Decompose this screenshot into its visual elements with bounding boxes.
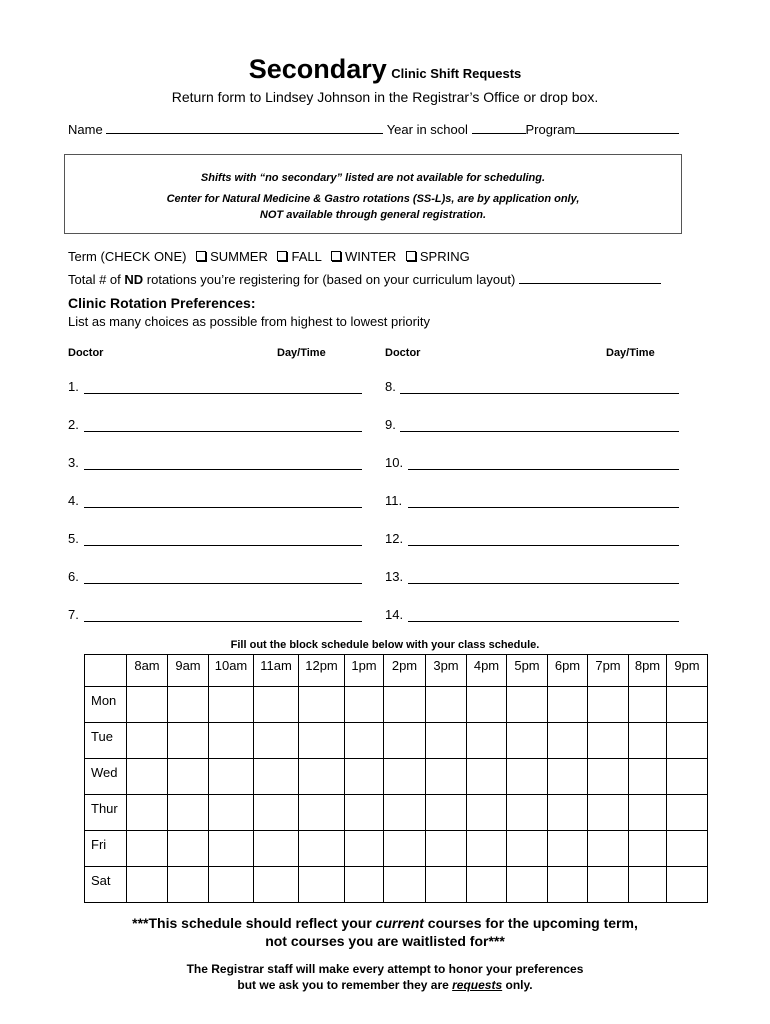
schedule-cell[interactable] — [667, 831, 708, 867]
schedule-cell[interactable] — [588, 759, 629, 795]
schedule-cell[interactable] — [548, 795, 588, 831]
pref-number: 9. — [385, 417, 396, 432]
registrar-note-line-1: The Registrar staff will make every attempt to honor your preferences — [186, 962, 584, 976]
col-doctor-right: Doctor — [385, 347, 421, 359]
return-instruction: Return form to Lindsey Johnson in the Registrar’s Office or drop box. — [171, 89, 599, 105]
schedule-cell[interactable] — [426, 795, 467, 831]
schedule-cell[interactable] — [426, 831, 467, 867]
schedule-cell[interactable] — [345, 723, 384, 759]
schedule-cell[interactable] — [426, 867, 467, 903]
schedule-cell[interactable] — [629, 795, 667, 831]
program-field[interactable] — [575, 122, 679, 134]
schedule-cell[interactable] — [384, 687, 426, 723]
schedule-cell[interactable] — [629, 723, 667, 759]
pref-line[interactable] — [84, 430, 362, 432]
schedule-cell[interactable] — [127, 831, 168, 867]
hour-header: 10am — [209, 655, 254, 687]
schedule-cell[interactable] — [299, 723, 345, 759]
hour-header: 6pm — [548, 655, 588, 687]
note-emphasis: current — [375, 915, 424, 931]
pref-number: 4. — [68, 493, 79, 508]
schedule-cell[interactable] — [507, 795, 548, 831]
schedule-cell[interactable] — [548, 759, 588, 795]
schedule-cell[interactable] — [384, 759, 426, 795]
total-prefix: Total # of — [68, 272, 125, 287]
schedule-day-row — [85, 687, 708, 723]
term-winter-checkbox[interactable] — [331, 251, 341, 261]
schedule-cell[interactable] — [209, 723, 254, 759]
schedule-cell[interactable] — [548, 867, 588, 903]
day-label: Sat — [85, 867, 127, 903]
schedule-cell[interactable] — [467, 867, 507, 903]
pref-line[interactable] — [84, 544, 362, 546]
schedule-cell[interactable] — [667, 795, 708, 831]
schedule-cell[interactable] — [384, 867, 426, 903]
hour-header: 9am — [168, 655, 209, 687]
program-label: Program — [525, 122, 576, 137]
schedule-cell[interactable] — [299, 795, 345, 831]
pref-line[interactable] — [84, 392, 362, 394]
schedule-cell[interactable] — [467, 759, 507, 795]
preferences-title: Clinic Rotation Preferences: — [68, 295, 256, 311]
schedule-cell[interactable] — [548, 723, 588, 759]
student-info-row — [68, 122, 679, 137]
pref-number: 6. — [68, 569, 79, 584]
schedule-cell[interactable] — [209, 759, 254, 795]
hour-header: 9pm — [667, 655, 708, 687]
notice-line-2: Center for Natural Medicine & Gastro rotations (SS-L)s, are by application only, — [166, 193, 580, 205]
pref-number: 2. — [68, 417, 79, 432]
pref-line[interactable] — [84, 506, 362, 508]
total-rotations-field[interactable] — [519, 272, 661, 284]
schedule-cell[interactable] — [629, 687, 667, 723]
note-text: but we ask you to remember they are — [237, 978, 453, 992]
hour-header: 3pm — [426, 655, 467, 687]
schedule-cell[interactable] — [168, 795, 209, 831]
schedule-cell[interactable] — [548, 831, 588, 867]
schedule-cell[interactable] — [127, 759, 168, 795]
title-main: Secondary — [248, 54, 387, 84]
pref-line[interactable] — [84, 620, 362, 622]
availability-notice — [64, 154, 682, 234]
schedule-day-row — [85, 867, 708, 903]
schedule-cell[interactable] — [588, 867, 629, 903]
schedule-cell[interactable] — [345, 867, 384, 903]
pref-number: 11. — [385, 493, 403, 508]
pref-number: 8. — [385, 379, 396, 394]
pref-number: 10. — [385, 455, 404, 470]
pref-number: 1. — [68, 379, 79, 394]
term-summer-checkbox[interactable] — [196, 251, 206, 261]
col-daytime-right: Day/Time — [606, 347, 655, 359]
pref-line[interactable] — [84, 468, 362, 470]
pref-number: 3. — [68, 455, 79, 470]
schedule-day-row — [85, 795, 708, 831]
schedule-cell[interactable] — [209, 687, 254, 723]
term-label: Term (CHECK ONE) — [68, 249, 187, 264]
total-suffix: rotations you’re registering for (based on your curriculum layout) — [143, 272, 516, 287]
schedule-caption: Fill out the block schedule below with your class schedule. — [230, 639, 540, 651]
schedule-cell[interactable] — [127, 867, 168, 903]
schedule-cell[interactable] — [168, 759, 209, 795]
schedule-cell[interactable] — [426, 687, 467, 723]
hour-header: 7pm — [588, 655, 629, 687]
schedule-day-row — [85, 723, 708, 759]
schedule-cell[interactable] — [168, 867, 209, 903]
schedule-cell[interactable] — [299, 831, 345, 867]
col-daytime-left: Day/Time — [277, 347, 326, 359]
schedule-cell[interactable] — [254, 831, 299, 867]
hour-header: 12pm — [299, 655, 345, 687]
schedule-cell[interactable] — [629, 831, 667, 867]
schedule-cell[interactable] — [345, 759, 384, 795]
form-title — [0, 54, 770, 85]
pref-line[interactable] — [84, 582, 362, 584]
term-fall-label: FALL — [291, 249, 322, 264]
schedule-cell[interactable] — [629, 867, 667, 903]
hour-header: 1pm — [345, 655, 384, 687]
schedule-note-line-2: not courses you are waitlisted for*** — [265, 933, 505, 949]
schedule-cell[interactable] — [426, 759, 467, 795]
schedule-day-row — [85, 831, 708, 867]
pref-number: 5. — [68, 531, 79, 546]
pref-number: 7. — [68, 607, 79, 622]
schedule-cell[interactable] — [507, 723, 548, 759]
schedule-cell[interactable] — [588, 723, 629, 759]
hour-header: 4pm — [467, 655, 507, 687]
total-rotations-row — [68, 272, 661, 287]
schedule-cell[interactable] — [467, 687, 507, 723]
day-label: Mon — [85, 687, 127, 723]
note-text: only. — [502, 978, 533, 992]
col-doctor-left: Doctor — [68, 347, 104, 359]
schedule-cell[interactable] — [254, 867, 299, 903]
schedule-cell[interactable] — [507, 831, 548, 867]
registrar-note — [0, 961, 770, 993]
hour-header: 8pm — [629, 655, 667, 687]
schedule-cell[interactable] — [168, 723, 209, 759]
schedule-cell[interactable] — [667, 687, 708, 723]
schedule-cell[interactable] — [127, 723, 168, 759]
schedule-cell[interactable] — [254, 795, 299, 831]
schedule-cell[interactable] — [629, 759, 667, 795]
schedule-cell[interactable] — [667, 759, 708, 795]
name-field[interactable] — [106, 122, 383, 134]
schedule-cell[interactable] — [507, 867, 548, 903]
schedule-cell[interactable] — [384, 831, 426, 867]
pref-line[interactable] — [408, 468, 679, 470]
day-label: Wed — [85, 759, 127, 795]
schedule-cell[interactable] — [254, 723, 299, 759]
schedule-cell[interactable] — [299, 687, 345, 723]
pref-line[interactable] — [408, 620, 679, 622]
schedule-cell[interactable] — [345, 831, 384, 867]
schedule-cell[interactable] — [467, 795, 507, 831]
pref-line[interactable] — [408, 582, 679, 584]
schedule-cell[interactable] — [548, 687, 588, 723]
year-field[interactable] — [472, 122, 526, 134]
title-sub: Clinic Shift Requests — [391, 66, 522, 81]
schedule-header-row — [85, 655, 708, 687]
term-winter-label: WINTER — [344, 249, 397, 264]
schedule-cell[interactable] — [254, 687, 299, 723]
schedule-cell[interactable] — [168, 687, 209, 723]
term-spring-checkbox[interactable] — [406, 251, 416, 261]
schedule-cell[interactable] — [209, 795, 254, 831]
schedule-cell[interactable] — [507, 687, 548, 723]
schedule-cell[interactable] — [588, 831, 629, 867]
schedule-cell[interactable] — [299, 759, 345, 795]
year-label: Year in school — [386, 122, 468, 137]
schedule-cell[interactable] — [507, 759, 548, 795]
schedule-cell[interactable] — [467, 723, 507, 759]
schedule-cell[interactable] — [384, 795, 426, 831]
schedule-cell[interactable] — [209, 831, 254, 867]
pref-number: 14. — [385, 607, 404, 622]
pref-line[interactable] — [400, 392, 679, 394]
schedule-cell[interactable] — [588, 687, 629, 723]
schedule-note-line-1 — [0, 914, 770, 932]
schedule-cell[interactable] — [168, 831, 209, 867]
schedule-cell[interactable] — [667, 723, 708, 759]
schedule-cell[interactable] — [667, 867, 708, 903]
schedule-cell[interactable] — [426, 723, 467, 759]
pref-line[interactable] — [400, 430, 679, 432]
schedule-cell[interactable] — [384, 723, 426, 759]
notice-line-3: NOT available through general registration. — [259, 209, 487, 221]
name-label: Name — [68, 122, 103, 137]
hour-header: 8am — [127, 655, 168, 687]
pref-line[interactable] — [408, 544, 679, 546]
notice-line-1: Shifts with “no secondary” listed are not available for scheduling. — [200, 172, 546, 184]
schedule-cell[interactable] — [209, 867, 254, 903]
block-schedule-table — [84, 654, 708, 903]
schedule-corner-cell — [85, 655, 127, 687]
term-spring-label: SPRING — [419, 249, 470, 264]
total-nd: ND — [124, 272, 144, 287]
note-text: courses for the upcoming term, — [423, 915, 638, 931]
note-emphasis: requests — [452, 978, 503, 992]
schedule-cell[interactable] — [588, 795, 629, 831]
schedule-cell[interactable] — [299, 867, 345, 903]
hour-header: 5pm — [507, 655, 548, 687]
schedule-note — [0, 914, 770, 950]
pref-number: 12. — [385, 531, 404, 546]
schedule-cell[interactable] — [345, 795, 384, 831]
pref-number: 13. — [385, 569, 404, 584]
term-fall-checkbox[interactable] — [277, 251, 287, 261]
pref-line[interactable] — [408, 506, 679, 508]
day-label: Tue — [85, 723, 127, 759]
day-label: Fri — [85, 831, 127, 867]
schedule-cell[interactable] — [254, 759, 299, 795]
schedule-cell[interactable] — [127, 687, 168, 723]
schedule-cell[interactable] — [127, 795, 168, 831]
day-label: Thur — [85, 795, 127, 831]
note-text: ***This schedule should reflect your — [132, 915, 376, 931]
preferences-subtitle: List as many choices as possible from highest to lowest priority — [68, 314, 430, 329]
schedule-day-row — [85, 759, 708, 795]
schedule-cell[interactable] — [345, 687, 384, 723]
term-summer-label: SUMMER — [210, 249, 268, 264]
registrar-note-line-2 — [0, 977, 770, 993]
term-row — [68, 249, 470, 264]
hour-header: 11am — [254, 655, 299, 687]
hour-header: 2pm — [384, 655, 426, 687]
schedule-cell[interactable] — [467, 831, 507, 867]
